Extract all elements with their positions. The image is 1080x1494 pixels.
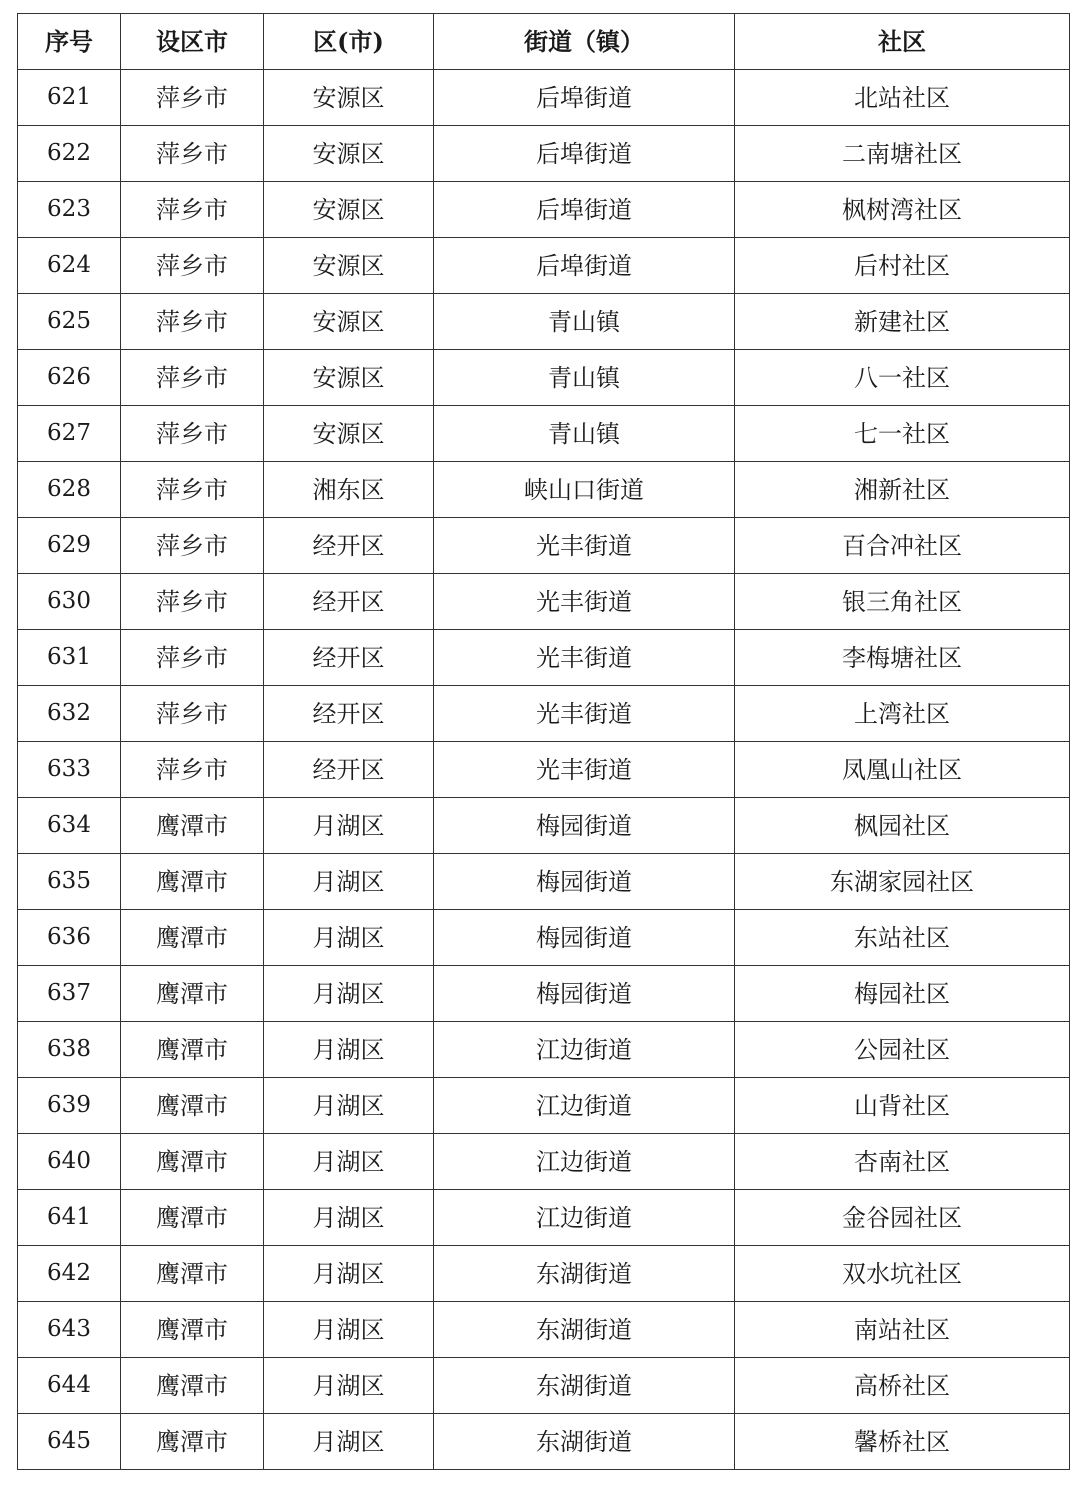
- cell-city: 萍乡市: [121, 238, 264, 294]
- cell-street: 青山镇: [434, 406, 735, 462]
- cell-community: 后村社区: [735, 238, 1070, 294]
- cell-city: 鹰潭市: [121, 1134, 264, 1190]
- cell-street: 光丰街道: [434, 686, 735, 742]
- cell-community: 南站社区: [735, 1302, 1070, 1358]
- cell-city: 萍乡市: [121, 294, 264, 350]
- table-row: [18, 966, 1070, 1022]
- cell-district: 安源区: [264, 294, 434, 350]
- cell-district: 安源区: [264, 126, 434, 182]
- cell-district: 月湖区: [264, 1022, 434, 1078]
- table-row: [18, 1358, 1070, 1414]
- cell-community: 银三角社区: [735, 574, 1070, 630]
- table-row: [18, 126, 1070, 182]
- cell-index: 639: [18, 1078, 121, 1134]
- cell-street: 后埠街道: [434, 70, 735, 126]
- cell-index: 636: [18, 910, 121, 966]
- cell-district: 安源区: [264, 350, 434, 406]
- cell-city: 鹰潭市: [121, 1358, 264, 1414]
- cell-district: 月湖区: [264, 1078, 434, 1134]
- cell-city: 鹰潭市: [121, 966, 264, 1022]
- cell-city: 鹰潭市: [121, 910, 264, 966]
- table-row: [18, 406, 1070, 462]
- cell-index: 645: [18, 1414, 121, 1470]
- cell-city: 萍乡市: [121, 630, 264, 686]
- table-row: [18, 294, 1070, 350]
- cell-city: 萍乡市: [121, 350, 264, 406]
- cell-community: 山背社区: [735, 1078, 1070, 1134]
- cell-community: 金谷园社区: [735, 1190, 1070, 1246]
- cell-city: 萍乡市: [121, 70, 264, 126]
- cell-community: 枫园社区: [735, 798, 1070, 854]
- table-row: [18, 854, 1070, 910]
- table-row: [18, 238, 1070, 294]
- header-district: 区(市): [264, 14, 434, 70]
- cell-community: 上湾社区: [735, 686, 1070, 742]
- cell-street: 青山镇: [434, 294, 735, 350]
- cell-street: 东湖街道: [434, 1358, 735, 1414]
- cell-district: 经开区: [264, 518, 434, 574]
- cell-street: 梅园街道: [434, 854, 735, 910]
- cell-city: 鹰潭市: [121, 1022, 264, 1078]
- cell-city: 鹰潭市: [121, 1414, 264, 1470]
- table-row: [18, 910, 1070, 966]
- cell-district: 月湖区: [264, 1246, 434, 1302]
- cell-district: 经开区: [264, 630, 434, 686]
- cell-index: 622: [18, 126, 121, 182]
- cell-community: 馨桥社区: [735, 1414, 1070, 1470]
- cell-district: 经开区: [264, 686, 434, 742]
- cell-street: 梅园街道: [434, 966, 735, 1022]
- table-row: [18, 1190, 1070, 1246]
- table-row: [18, 742, 1070, 798]
- table-row: [18, 518, 1070, 574]
- cell-index: 637: [18, 966, 121, 1022]
- cell-district: 月湖区: [264, 1190, 434, 1246]
- cell-district: 月湖区: [264, 910, 434, 966]
- cell-district: 月湖区: [264, 1134, 434, 1190]
- cell-street: 后埠街道: [434, 126, 735, 182]
- cell-index: 632: [18, 686, 121, 742]
- cell-index: 638: [18, 1022, 121, 1078]
- cell-street: 江边街道: [434, 1078, 735, 1134]
- cell-district: 月湖区: [264, 1302, 434, 1358]
- cell-community: 湘新社区: [735, 462, 1070, 518]
- table-row: [18, 462, 1070, 518]
- cell-index: 625: [18, 294, 121, 350]
- header-row: [18, 14, 1070, 70]
- cell-city: 萍乡市: [121, 462, 264, 518]
- cell-index: 628: [18, 462, 121, 518]
- cell-city: 萍乡市: [121, 518, 264, 574]
- table-header: [18, 14, 1070, 70]
- cell-street: 光丰街道: [434, 630, 735, 686]
- cell-district: 月湖区: [264, 854, 434, 910]
- cell-district: 经开区: [264, 574, 434, 630]
- cell-community: 凤凰山社区: [735, 742, 1070, 798]
- cell-city: 鹰潭市: [121, 1246, 264, 1302]
- cell-community: 梅园社区: [735, 966, 1070, 1022]
- cell-street: 东湖街道: [434, 1246, 735, 1302]
- cell-index: 624: [18, 238, 121, 294]
- cell-index: 623: [18, 182, 121, 238]
- cell-community: 杏南社区: [735, 1134, 1070, 1190]
- cell-community: 新建社区: [735, 294, 1070, 350]
- cell-street: 江边街道: [434, 1190, 735, 1246]
- cell-community: 高桥社区: [735, 1358, 1070, 1414]
- header-street: 街道（镇）: [434, 14, 735, 70]
- header-community: 社区: [735, 14, 1070, 70]
- cell-community: 李梅塘社区: [735, 630, 1070, 686]
- cell-index: 629: [18, 518, 121, 574]
- cell-index: 643: [18, 1302, 121, 1358]
- table-row: [18, 1134, 1070, 1190]
- table-row: [18, 1302, 1070, 1358]
- cell-city: 萍乡市: [121, 742, 264, 798]
- cell-community: 枫树湾社区: [735, 182, 1070, 238]
- cell-street: 梅园街道: [434, 910, 735, 966]
- cell-index: 627: [18, 406, 121, 462]
- cell-city: 萍乡市: [121, 574, 264, 630]
- cell-street: 青山镇: [434, 350, 735, 406]
- cell-district: 月湖区: [264, 1414, 434, 1470]
- cell-community: 七一社区: [735, 406, 1070, 462]
- cell-district: 月湖区: [264, 798, 434, 854]
- table-row: [18, 70, 1070, 126]
- cell-street: 后埠街道: [434, 182, 735, 238]
- cell-city: 萍乡市: [121, 406, 264, 462]
- cell-index: 641: [18, 1190, 121, 1246]
- cell-community: 八一社区: [735, 350, 1070, 406]
- cell-index: 630: [18, 574, 121, 630]
- cell-community: 二南塘社区: [735, 126, 1070, 182]
- cell-index: 642: [18, 1246, 121, 1302]
- cell-street: 梅园街道: [434, 798, 735, 854]
- table-row: [18, 1246, 1070, 1302]
- cell-city: 萍乡市: [121, 126, 264, 182]
- cell-district: 月湖区: [264, 966, 434, 1022]
- cell-street: 东湖街道: [434, 1302, 735, 1358]
- header-city: 设区市: [121, 14, 264, 70]
- cell-street: 光丰街道: [434, 574, 735, 630]
- cell-index: 644: [18, 1358, 121, 1414]
- cell-index: 621: [18, 70, 121, 126]
- table-row: [18, 798, 1070, 854]
- cell-community: 东湖家园社区: [735, 854, 1070, 910]
- table-row: [18, 686, 1070, 742]
- table-row: [18, 1022, 1070, 1078]
- cell-district: 湘东区: [264, 462, 434, 518]
- table-row: [18, 574, 1070, 630]
- cell-street: 峡山口街道: [434, 462, 735, 518]
- cell-community: 公园社区: [735, 1022, 1070, 1078]
- table-row: [18, 350, 1070, 406]
- cell-community: 东站社区: [735, 910, 1070, 966]
- cell-city: 萍乡市: [121, 686, 264, 742]
- community-table: [17, 13, 1070, 1470]
- cell-district: 安源区: [264, 182, 434, 238]
- cell-street: 东湖街道: [434, 1414, 735, 1470]
- table-row: [18, 182, 1070, 238]
- cell-index: 640: [18, 1134, 121, 1190]
- cell-city: 鹰潭市: [121, 798, 264, 854]
- cell-street: 江边街道: [434, 1022, 735, 1078]
- cell-index: 633: [18, 742, 121, 798]
- cell-index: 626: [18, 350, 121, 406]
- cell-city: 鹰潭市: [121, 1078, 264, 1134]
- cell-city: 鹰潭市: [121, 1302, 264, 1358]
- table-row: [18, 1414, 1070, 1470]
- table-body: [18, 70, 1070, 1470]
- cell-district: 安源区: [264, 70, 434, 126]
- cell-city: 鹰潭市: [121, 854, 264, 910]
- header-index: 序号: [18, 14, 121, 70]
- cell-district: 月湖区: [264, 1358, 434, 1414]
- cell-district: 安源区: [264, 238, 434, 294]
- cell-street: 江边街道: [434, 1134, 735, 1190]
- cell-city: 鹰潭市: [121, 1190, 264, 1246]
- cell-index: 631: [18, 630, 121, 686]
- cell-index: 635: [18, 854, 121, 910]
- cell-district: 经开区: [264, 742, 434, 798]
- cell-community: 双水坑社区: [735, 1246, 1070, 1302]
- table-row: [18, 1078, 1070, 1134]
- cell-street: 后埠街道: [434, 238, 735, 294]
- cell-community: 北站社区: [735, 70, 1070, 126]
- cell-city: 萍乡市: [121, 182, 264, 238]
- table-row: [18, 630, 1070, 686]
- cell-community: 百合冲社区: [735, 518, 1070, 574]
- cell-street: 光丰街道: [434, 742, 735, 798]
- cell-index: 634: [18, 798, 121, 854]
- cell-district: 安源区: [264, 406, 434, 462]
- cell-street: 光丰街道: [434, 518, 735, 574]
